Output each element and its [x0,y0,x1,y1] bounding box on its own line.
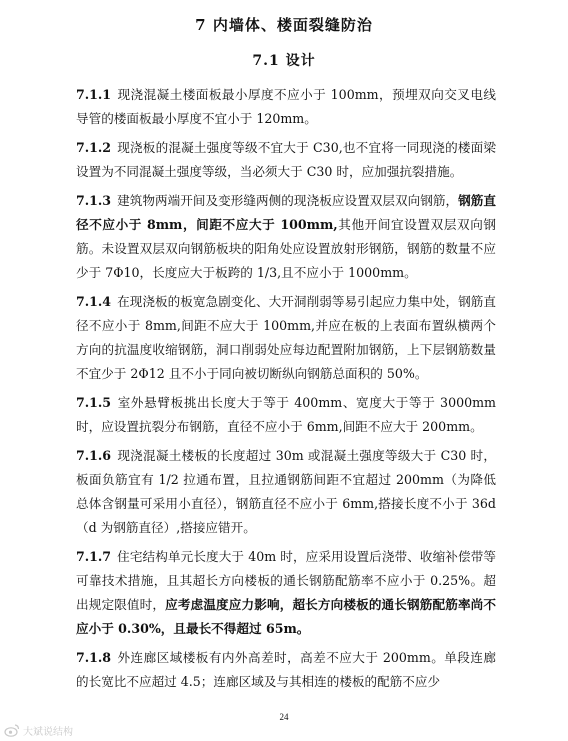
section-title: 7.1 设计 [252,53,316,69]
clause-number: 7.1.3 [76,193,112,208]
watermark-text: 大斌说结构 [23,726,73,738]
clause-text: 建筑物两端开间及变形缝两侧的现浇板应设置双层双向钢筋， [117,193,459,208]
clause-list [76,83,496,699]
clause-number: 7.1.7 [76,549,112,564]
clause-7-1-5 [76,391,496,439]
clause-7-1-8 [76,646,496,694]
weibo-logo-icon [4,723,20,737]
watermark [4,722,73,738]
clause-text: 现浇板的混凝土强度等级不宜大于 C30,也不宜将一同现浇的楼面梁设置为不同混凝土强度等级，当必须大于 C30 时，应加强抗裂措施。 [76,140,496,179]
clause-7-1-4 [76,290,496,386]
clause-7-1-3 [76,189,496,285]
clause-number: 7.1.2 [76,140,112,155]
clause-text-bold: 钢筋直径不应小于 8mm，间距不应大于 100mm, [76,193,497,232]
clause-text: 现浇混凝土楼面板最小厚度不应小于 100mm，预埋双向交叉电线导管的楼面板最小厚度不宜小于 120mm。 [76,87,496,126]
clause-number: 7.1.8 [76,650,112,665]
clause-7-1-2 [76,136,496,184]
clause-text: 外连廊区域楼板有内外高差时，高差不应大于 200mm。单段连廊的长宽比不应超过 4.5；连廊区域及与其相连的楼板的配筋不应少 [76,650,496,689]
page-number: 24 [279,712,289,722]
clause-number: 7.1.5 [76,395,112,410]
clause-text: 在现浇板的板宽急剧变化、大开洞削弱等易引起应力集中处，钢筋直径不应小于 8mm,间距不应大于 100mm,并应在板的上表面布置纵横两个方向的抗温度收缩钢筋，洞口削弱处应每边配置附加钢筋，上下层钢筋数量不宜少于 2Φ12 且不小于同向被切断纵向钢筋总面积的 50%。 [76,294,496,381]
clause-number: 7.1.4 [76,294,112,309]
clause-7-1-6 [76,444,496,540]
clause-text-bold: 应考虑温度应力影响，超长方向楼板的通长钢筋配筋率尚不应小于 0.30%，且最长不得超过 65m。 [76,597,497,636]
clause-number: 7.1.1 [76,87,112,102]
chapter-title: 7 内墙体、楼面裂缝防治 [195,16,373,34]
clause-text: 住宅结构单元长度大于 40m 时，应采用设置后浇带、收缩补偿带等可靠技术措施，且其超长方向楼板的通长钢筋配筋率不应小于 0.25%。超出规定限值时， [76,549,496,612]
clause-text: 室外悬臂板挑出长度大于等于 400mm、宽度大于等于 3000mm 时，应设置抗裂分布钢筋，直径不应小于 6mm,间距不应大于 200mm。 [76,395,496,434]
clause-7-1-7 [76,545,496,641]
clause-number: 7.1.6 [76,448,112,463]
clause-text: 现浇混凝土楼板的长度超过 30m 或混凝土强度等级大于 C30 时，板面负筋宜有 1/2 拉通布置，且拉通钢筋间距不宜超过 200mm（为降低总体含钢量可采用小直径），钢筋直径不应小于 6mm,搭接长度不小于 36d（d 为钢筋直径）,搭接应错开。 [76,448,496,535]
clause-text: 其他开间宜设置双层双向钢筋。未设置双层双向钢筋板块的阳角处应设置放射形钢筋，钢筋的数量不应少于 7Φ10，长度应大于板跨的 1/3,且不应小于 1000mm。 [76,217,496,280]
clause-7-1-1 [76,83,496,131]
